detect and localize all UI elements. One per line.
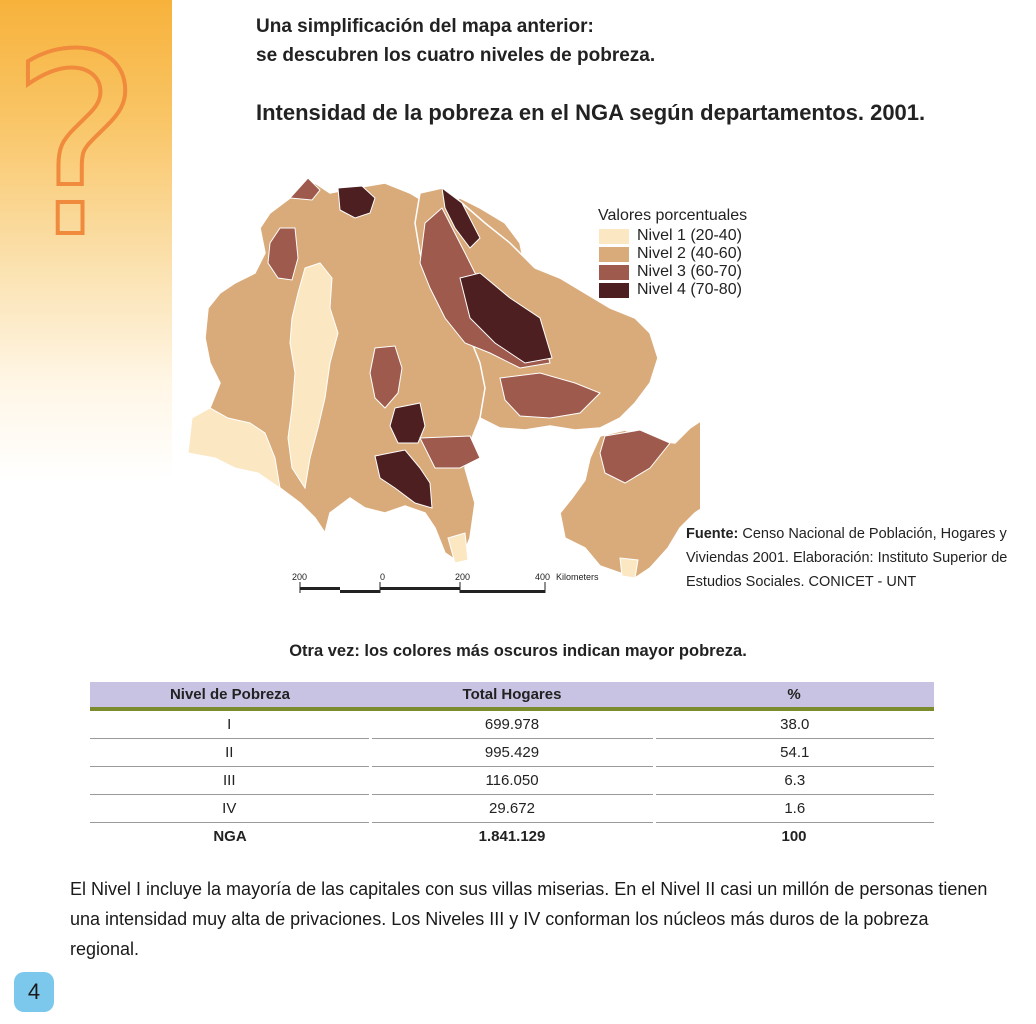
table-total-row xyxy=(90,823,934,851)
cell-total: 995.429 xyxy=(370,739,654,767)
cell-percent: 38.0 xyxy=(654,709,934,739)
map-source xyxy=(686,522,1026,594)
scale-label: 200 xyxy=(455,572,471,582)
cell-total: 699.978 xyxy=(370,709,654,739)
scale-label: 400 xyxy=(535,572,551,582)
source-text: Censo Nacional de Población, Hogares y Viviendas 2001. Elaboración: Instituto Superior de Estudios Sociales. CONICET - UNT xyxy=(686,526,1008,590)
scale-label: 0 xyxy=(380,572,386,582)
source-label: Fuente: xyxy=(686,526,739,542)
cell-total-label: NGA xyxy=(213,828,247,845)
cell-nivel: IV xyxy=(90,795,370,823)
legend-item-nivel-2 xyxy=(598,245,747,263)
intro-line-2: se descubren los cuatro niveles de pobreza. xyxy=(256,45,656,66)
scale-bar-graphic xyxy=(290,572,630,602)
legend-swatch xyxy=(599,229,629,244)
legend-swatch xyxy=(599,283,629,298)
cell-nivel: I xyxy=(90,709,370,739)
page-number: 4 xyxy=(14,972,54,1012)
legend-title: Valores porcentuales xyxy=(598,207,748,224)
cell-percent: 54.1 xyxy=(654,739,934,767)
legend-item-nivel-4 xyxy=(598,281,747,299)
intro-line-1: Una simplificación del mapa anterior: xyxy=(256,16,594,37)
table-header-row xyxy=(90,682,934,709)
table-caption: Otra vez: los colores más oscuros indican mayor pobreza. xyxy=(289,642,747,660)
header-total-hogares: Total Hogares xyxy=(370,682,654,709)
poverty-table xyxy=(90,682,934,850)
cell-percent: 1.6 xyxy=(654,795,934,823)
legend-label: Nivel 3 (60-70) xyxy=(637,263,742,280)
table-row xyxy=(90,795,934,823)
cell-total: 116.050 xyxy=(370,767,654,795)
table-row xyxy=(90,739,934,767)
legend-swatch xyxy=(599,265,629,280)
map-legend xyxy=(598,207,747,299)
cell-nivel: III xyxy=(90,767,370,795)
header-percent: % xyxy=(654,682,934,709)
cell-total-percent: 100 xyxy=(781,828,807,845)
cell-total: 29.672 xyxy=(370,795,654,823)
intro-text xyxy=(256,12,956,70)
table-row xyxy=(90,767,934,795)
legend-label: Nivel 1 (20-40) xyxy=(637,227,742,244)
legend-label: Nivel 4 (70-80) xyxy=(637,281,742,298)
cell-total-hogares: 1.841.129 xyxy=(478,828,546,845)
cell-percent: 6.3 xyxy=(654,767,934,795)
question-mark-decoration: ? xyxy=(10,1,143,292)
map-title: Intensidad de la pobreza en el NGA según departamentos. 2001. xyxy=(256,100,926,125)
legend-swatch xyxy=(599,247,629,262)
map-scale-bar xyxy=(290,572,630,602)
table-row xyxy=(90,709,934,739)
scale-label: 200 xyxy=(292,572,308,582)
legend-label: Nivel 2 (40-60) xyxy=(637,245,742,262)
legend-item-nivel-3 xyxy=(598,263,747,281)
body-paragraph: El Nivel I incluye la mayoría de las capitales con sus villas miserias. En el Nivel II casi un millón de personas tienen una intensidad muy alta de privaciones. Los Niveles III y IV conforman los núcleos más duros de la pobreza regional. xyxy=(70,879,988,959)
scale-unit: Kilometers xyxy=(556,572,599,582)
cell-nivel: II xyxy=(90,739,370,767)
header-nivel: Nivel de Pobreza xyxy=(90,682,370,709)
legend-item-nivel-1 xyxy=(598,227,747,245)
